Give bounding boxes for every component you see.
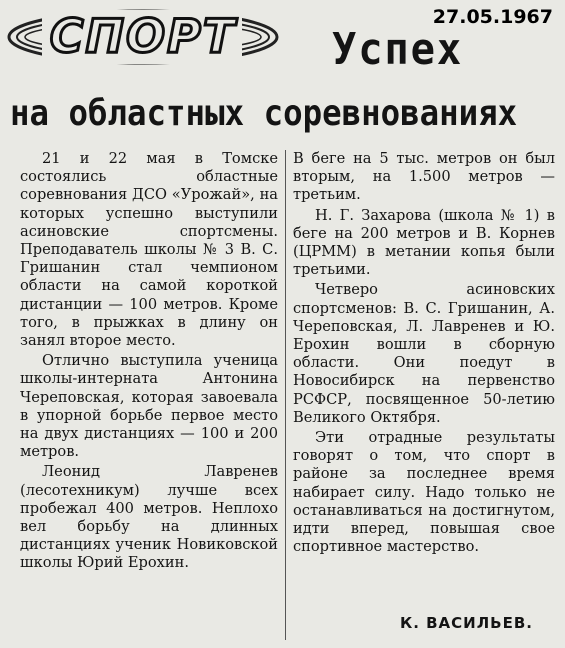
headline-line-1: Успех: [332, 24, 464, 75]
sport-logo: [2, 4, 284, 70]
article-paragraph: Леонид Лавренев (лесотехникум) лучше всех пробежал 400 метров. Неплохо вел борьбу на длинных дистанциях ученик Новиковской школы Юрий Ерохин.: [20, 463, 278, 572]
sport-logo-text: СПОРТ: [49, 9, 237, 63]
headline-line-2: на областных соревнованиях: [10, 93, 518, 134]
clipping-date: 27.05.1967: [432, 6, 553, 28]
article-paragraph: Четверо асиновских спортсменов: В. С. Гришанин, А. Череповская, Л. Лавренев и Ю. Ерохин вошли в сборную области. Они поедут в Новосибирск на первенство РСФСР, посвященное 50-летию Великого Октября.: [293, 281, 555, 426]
article-column-left: [20, 150, 278, 573]
article-paragraph: 21 и 22 мая в Томске состоялись областные соревнования ДСО «Урожай», на которых успешно выступили асиновские спортсмены. Преподаватель школы № 3 В. С. Гришанин стал чемпионом области на самой короткой дистанции — 100 метров. Кроме того, в прыжках в длину он занял второе место.: [20, 150, 278, 350]
article-paragraph: Отлично выступила ученица школы-интерната Антонина Череповская, которая завоевала в упорной борьбе первое место на двух дистанциях — 100 и 200 метров.: [20, 352, 278, 461]
article-column-right: [293, 150, 555, 556]
article-paragraph-continued: В беге на 5 тыс. метров он был вторым, на 1.500 метров — третьим.: [293, 150, 555, 204]
column-divider: [285, 150, 286, 640]
sport-logo-graphic: [2, 4, 284, 70]
article-paragraph: Эти отрадные результаты говорят о том, что спорт в районе за последнее время набирает силу. Надо только не останавливаться на достигнутом, идти вперед, повышая свое спортивное мастерство.: [293, 429, 555, 556]
author-signature: К. ВАСИЛЬЕВ.: [399, 614, 533, 632]
article-paragraph: Н. Г. Захарова (школа № 1) в беге на 200 метров и В. Корнев (ЦРММ) в метании копья были третьими.: [293, 206, 555, 279]
